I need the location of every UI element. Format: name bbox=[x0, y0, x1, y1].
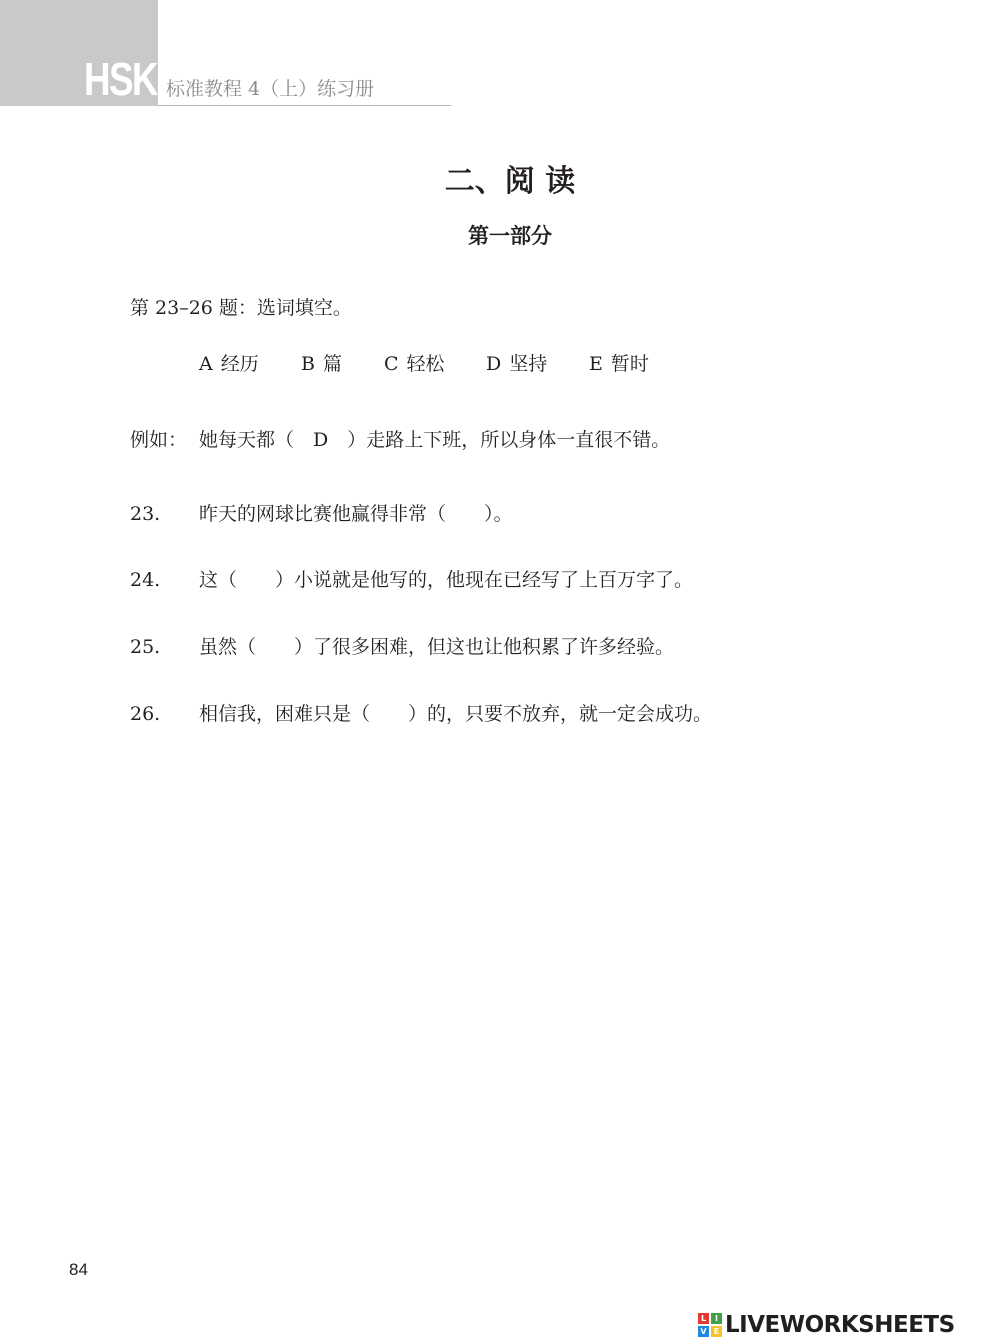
question-number: 23. bbox=[130, 503, 161, 525]
question-text: 昨天的网球比赛他赢得非常（ ）。 bbox=[199, 503, 513, 525]
option-word: 篇 bbox=[322, 353, 342, 375]
question-number: 26. bbox=[130, 703, 161, 725]
option-letter: E bbox=[589, 353, 603, 375]
instruction-text: 第 23–26 题：选词填空。 bbox=[130, 297, 352, 319]
question-number: 25. bbox=[130, 636, 161, 658]
option-letter: C bbox=[384, 353, 399, 375]
question-number: 24. bbox=[130, 569, 161, 591]
logo-text: LIVEWORKSHEETS bbox=[725, 1312, 955, 1338]
option-letter: B bbox=[301, 353, 315, 375]
liveworksheets-logo[interactable] bbox=[698, 1310, 994, 1338]
option-a bbox=[199, 350, 259, 378]
logo-block-i: I bbox=[711, 1313, 722, 1324]
option-c bbox=[384, 350, 445, 378]
option-word: 坚持 bbox=[509, 353, 548, 375]
book-title: 标准教程 4（上）练习册 bbox=[166, 78, 375, 100]
logo-blocks bbox=[698, 1313, 722, 1337]
header-divider bbox=[158, 105, 451, 106]
example-label: 例如： bbox=[130, 429, 188, 451]
section-title: 二、阅 读 bbox=[444, 164, 576, 199]
option-letter: D bbox=[486, 353, 502, 375]
option-letter: A bbox=[199, 353, 213, 375]
example-text: 她每天都（ D ）走路上下班，所以身体一直很不错。 bbox=[199, 429, 671, 451]
logo-block-e: E bbox=[711, 1326, 722, 1337]
page-number: 84 bbox=[69, 1260, 88, 1279]
option-word: 暂时 bbox=[610, 353, 649, 375]
part-title: 第一部分 bbox=[468, 223, 552, 248]
logo-block-v: V bbox=[698, 1326, 709, 1337]
option-b bbox=[301, 350, 342, 378]
question-text: 相信我，困难只是（ ）的，只要不放弃，就一定会成功。 bbox=[199, 703, 713, 725]
logo-block-l: L bbox=[698, 1313, 709, 1324]
question-text: 虽然（ ）了很多困难，但这也让他积累了许多经验。 bbox=[199, 636, 675, 658]
option-word: 轻松 bbox=[406, 353, 445, 375]
option-e bbox=[589, 350, 649, 378]
question-text: 这（ ）小说就是他写的，他现在已经写了上百万字了。 bbox=[199, 569, 694, 591]
option-word: 经历 bbox=[220, 353, 259, 375]
option-d bbox=[486, 350, 547, 378]
series-logo: HSK bbox=[84, 53, 157, 105]
